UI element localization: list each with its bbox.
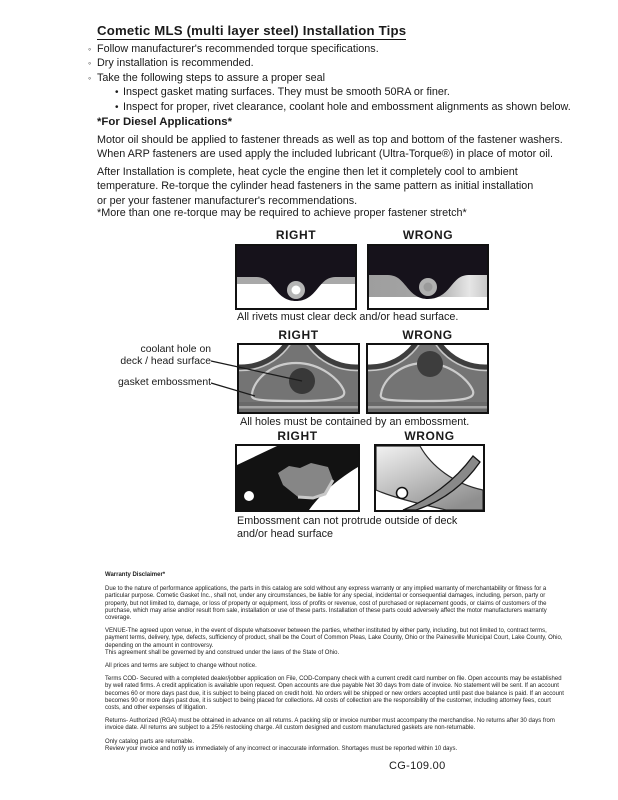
annotation-line: coolant hole on — [140, 344, 211, 355]
tip-text: Inspect gasket mating surfaces. They must be smooth 50RA or finer. — [123, 85, 450, 98]
rivet-center — [292, 286, 301, 295]
bolt-hole — [244, 491, 254, 501]
warranty-disclaimer-title: Warranty Disclaimer* — [105, 572, 166, 578]
open-bullet-icon: ◦ — [88, 44, 92, 54]
rivet-clearance-right-art — [237, 246, 355, 308]
tip-text: Take the following steps to assure a proper seal — [97, 71, 326, 84]
annotation-leader-lines — [208, 352, 320, 400]
installation-tips-list — [88, 42, 571, 115]
open-bullet-icon: ◦ — [88, 72, 92, 83]
tip-text: Follow manufacturer's recommended torque specifications. — [97, 43, 379, 55]
caption-row2: All holes must be contained by an embossment. — [240, 416, 470, 428]
diesel-paragraph-1 — [97, 133, 563, 162]
embossment-deck-wrong-art — [376, 446, 483, 510]
diagram-rivet-wrong — [367, 244, 489, 310]
filled-bullet-icon: • — [115, 102, 119, 114]
paragraph-line: temperature. Re-torque the cylinder head fasteners in the same pattern as initial installation — [97, 180, 534, 193]
open-bullet-icon: ◦ — [88, 58, 92, 69]
tip-text: Inspect for proper, rivet clearance, coolant hole and embossment alignments as shown below. — [123, 101, 571, 114]
tip-text: Dry installation is recommended. — [97, 57, 254, 70]
caption-row3 — [237, 515, 457, 541]
wrong-label: WRONG — [402, 328, 453, 342]
diagram-embossment-wrong — [374, 444, 485, 512]
warranty-paragraph: Due to the nature of performance applications, the parts in this catalog are sold without any express warranty or any implied warranty of merchantability or fitness for a particular purpose. Cometic Gasket Inc., shall not, under any circumstances, be liable for any special, incidental or consequential damages, including, person, party or property, but not limited to, damage, or loss of property or equipment, loss of profits or revenue, cost of purchased or replacement goods, or claims of customers of the purchase, which may arise and/or result from sale, installation or use of these parts. Installation of these parts could adversely affect the motor manufacturers warranty coverage. — [105, 586, 547, 622]
embossment-deck-right-art — [237, 446, 358, 510]
paragraph-line: After Installation is complete, heat cycle the engine then let it completely cool to ambient — [97, 166, 518, 178]
list-item — [88, 71, 571, 85]
diagram-embossment-right — [235, 444, 360, 512]
retorque-note: *More than one re-torque may be required to achieve proper fastener stretch* — [97, 207, 467, 219]
coolant-hole — [417, 351, 443, 377]
legal-fine-print — [105, 572, 567, 759]
diesel-paragraph-2 — [97, 165, 533, 208]
catalog-parts-line: Only catalog parts are returnable. — [105, 738, 195, 745]
terms-paragraph: Terms COD- Secured with a completed dealer/jobber application on File, COD-Company check with a current credit card number on file. Open accounts may be established by well rated firms. A credit application is available upon request. Open accounts are due payable Net 30 days from date of invoice. No statement will be sent. If an account becomes 60 or more days past due, it is subject to being placed on credit hold. No orders will be shipped or new orders accepted until past due balance is paid. If an account becomes 90 or more days past due, it is subject to being placed for collections. All costs of collection are the responsibility of the customer, including attorney fees, court costs, and other expenses of litigation. — [105, 676, 564, 712]
venue-paragraph: VENUE-The agreed upon venue, in the event of dispute whatsoever between the parties, whether instituted by either party, including, but not limited to, contract terms, payment terms, delivery, type, defects, sufficiency of product, shall be the Court of Common Pleas, Lake County, Ohio or the Painesville Municipal Court, Lake County, Ohio, depending on the amount in controversy. — [105, 628, 563, 649]
diagram-hole-wrong — [366, 343, 489, 414]
wrong-label: WRONG — [404, 429, 455, 443]
rivet-center — [424, 283, 433, 292]
list-item — [88, 56, 571, 70]
page-title: Cometic MLS (multi layer steel) Installation Tips — [97, 23, 407, 38]
right-label: RIGHT — [277, 429, 318, 443]
caption-line: Embossment can not protrude outside of deck — [237, 515, 458, 527]
diesel-heading: *For Diesel Applications* — [97, 116, 233, 128]
annotation-coolant-hole — [100, 344, 211, 369]
right-label: RIGHT — [278, 328, 319, 342]
prices-line: All prices and terms are subject to change without notice. — [105, 663, 257, 670]
paragraph-line: Motor oil should be applied to fastener threads as well as top and bottom of the fastener washers. — [97, 134, 563, 146]
annotation-gasket-embossment: gasket embossment — [118, 377, 211, 388]
deck-edge-stripe — [239, 406, 358, 409]
right-label: RIGHT — [275, 228, 317, 242]
deck-edge-stripe — [368, 406, 487, 409]
caption-row1: All rivets must clear deck and/or head surface. — [237, 311, 459, 323]
hole-embossment-wrong-art — [368, 345, 487, 412]
list-item — [88, 42, 571, 56]
list-item — [115, 100, 571, 115]
bolt-hole — [397, 488, 408, 499]
filled-bullet-icon: • — [115, 86, 119, 98]
list-item — [115, 85, 571, 100]
wrong-label: WRONG — [402, 228, 454, 242]
paragraph-line: When ARP fasteners are used apply the included lubricant (Ultra-Torque®) in place of motor oil. — [97, 148, 554, 161]
document-number: CG-109.00 — [389, 760, 446, 772]
review-invoice-line: Review your invoice and notify us immediately of any incorrect or inaccurate information. Shortages must be reported within 10 days. — [105, 745, 458, 752]
annotation-line: deck / head surface — [120, 356, 211, 368]
governing-law-line: This agreement shall be governed by and construed under the laws of the State of Ohio. — [105, 649, 340, 656]
returns-paragraph: Returns- Authorized (RGA) must be obtained in advance on all returns. A packing slip or invoice number must accompany the merchandise. No returns after 30 days from invoice date. All returns are subject to a 25% restocking charge. All custom designed and custom manufactured gaskets are non-returnable. — [105, 718, 555, 732]
caption-line: and/or head surface — [237, 528, 334, 540]
paragraph-line: or per your fastener manufacturer's recommendations. — [97, 194, 358, 207]
diagram-rivet-right — [235, 244, 357, 310]
rivet-clearance-wrong-art — [369, 246, 487, 308]
